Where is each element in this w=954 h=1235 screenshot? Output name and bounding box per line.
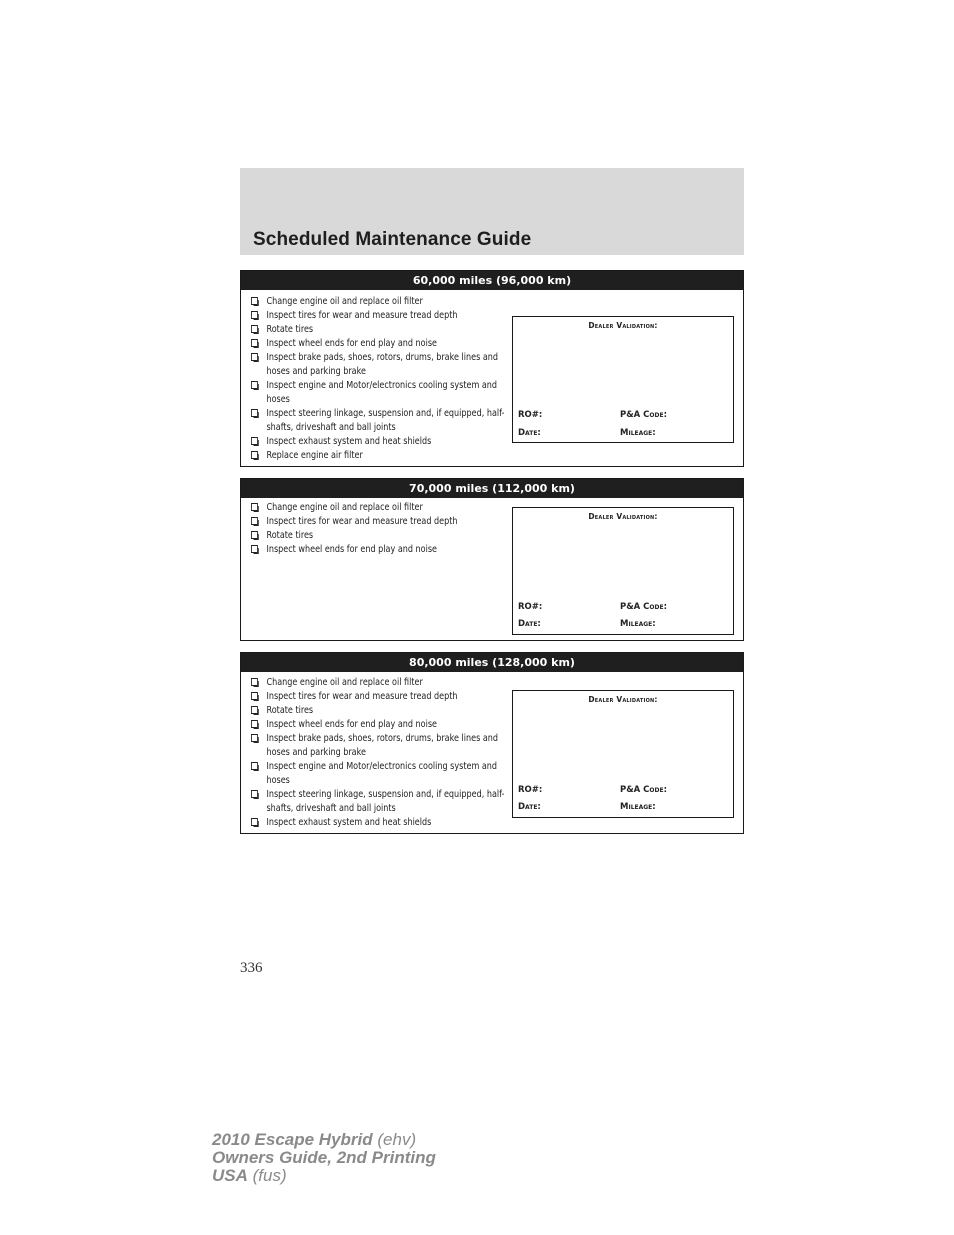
ro-label: RO#: <box>518 602 543 612</box>
date-label: Date: <box>518 619 541 629</box>
checkbox-icon[interactable] <box>251 339 258 347</box>
mileage-label: Mileage: <box>620 802 656 812</box>
maintenance-card-80000 <box>240 652 744 834</box>
checklist-item: Inspect tires for wear and measure tread depth <box>251 515 507 529</box>
checklist-item: Inspect tires for wear and measure tread depth <box>251 309 507 323</box>
date-label: Date: <box>518 802 541 812</box>
checklist-item: Replace engine air filter <box>251 449 507 463</box>
checkbox-icon[interactable] <box>251 531 258 539</box>
checkbox-icon[interactable] <box>251 451 258 459</box>
checklist-item: Inspect brake pads, shoes, rotors, drums, brake lines and hoses and parking brake <box>251 732 507 760</box>
footer-line-2: Owners Guide, 2nd Printing <box>212 1148 436 1167</box>
checklist <box>251 295 505 463</box>
dealer-validation-box[interactable] <box>512 507 734 635</box>
footer-line-1: 2010 Escape Hybrid (ehv) <box>212 1130 417 1149</box>
checklist-item: Inspect wheel ends for end play and noise <box>251 337 507 351</box>
checklist-item: Rotate tires <box>251 704 507 718</box>
checkbox-icon[interactable] <box>251 790 258 798</box>
checkbox-icon[interactable] <box>251 409 258 417</box>
document-footer <box>212 1131 436 1185</box>
checklist-item: Inspect tires for wear and measure tread depth <box>251 690 507 704</box>
header-band <box>240 168 744 255</box>
card-heading: 60,000 miles (96,000 km) <box>241 271 743 290</box>
checkbox-icon[interactable] <box>251 503 258 511</box>
checklist-item: Inspect brake pads, shoes, rotors, drums, brake lines and hoses and parking brake <box>251 351 507 379</box>
mileage-label: Mileage: <box>620 619 656 629</box>
dealer-validation-box[interactable] <box>512 316 734 443</box>
checkbox-icon[interactable] <box>251 734 258 742</box>
page-number: 336 <box>240 960 263 976</box>
checkbox-icon[interactable] <box>251 381 258 389</box>
card-heading: 80,000 miles (128,000 km) <box>241 653 743 672</box>
checkbox-icon[interactable] <box>251 517 258 525</box>
ro-label: RO#: <box>518 410 543 420</box>
checklist-item: Change engine oil and replace oil filter <box>251 501 507 515</box>
mileage-label: Mileage: <box>620 428 656 438</box>
maintenance-card-60000 <box>240 270 744 467</box>
checklist <box>251 501 501 557</box>
checklist-item: Inspect exhaust system and heat shields <box>251 816 507 830</box>
dealer-validation-title: Dealer Validation: <box>588 321 658 330</box>
card-heading: 70,000 miles (112,000 km) <box>241 479 743 498</box>
checklist-item: Inspect steering linkage, suspension and, if equipped, half-shafts, driveshaft and ball joints <box>251 788 507 816</box>
checkbox-icon[interactable] <box>251 437 258 445</box>
pa-code-label: P&A Code: <box>620 410 667 420</box>
checklist-item: Rotate tires <box>251 529 507 543</box>
checkbox-icon[interactable] <box>251 353 258 361</box>
dealer-validation-title: Dealer Validation: <box>588 512 658 521</box>
pa-code-label: P&A Code: <box>620 602 667 612</box>
checkbox-icon[interactable] <box>251 311 258 319</box>
ro-label: RO#: <box>518 785 543 795</box>
dealer-validation-title: Dealer Validation: <box>588 695 658 704</box>
checkbox-icon[interactable] <box>251 706 258 714</box>
checklist-item: Change engine oil and replace oil filter <box>251 676 507 690</box>
checkbox-icon[interactable] <box>251 720 258 728</box>
checkbox-icon[interactable] <box>251 325 258 333</box>
checklist-item: Rotate tires <box>251 323 507 337</box>
checklist-item: Inspect exhaust system and heat shields <box>251 435 507 449</box>
checkbox-icon[interactable] <box>251 545 258 553</box>
checklist-item: Inspect engine and Motor/electronics cooling system and hoses <box>251 379 507 407</box>
checklist <box>251 676 505 830</box>
checklist-item: Inspect wheel ends for end play and noise <box>251 718 507 732</box>
checklist-item: Inspect wheel ends for end play and noise <box>251 543 507 557</box>
checkbox-icon[interactable] <box>251 818 258 826</box>
maintenance-card-70000 <box>240 478 744 641</box>
footer-line-3: USA (fus) <box>212 1166 287 1185</box>
pa-code-label: P&A Code: <box>620 785 667 795</box>
checkbox-icon[interactable] <box>251 692 258 700</box>
checklist-item: Change engine oil and replace oil filter <box>251 295 507 309</box>
checkbox-icon[interactable] <box>251 762 258 770</box>
checkbox-icon[interactable] <box>251 678 258 686</box>
checklist-item: Inspect steering linkage, suspension and, if equipped, half-shafts, driveshaft and ball joints <box>251 407 507 435</box>
dealer-validation-box[interactable] <box>512 690 734 818</box>
checkbox-icon[interactable] <box>251 297 258 305</box>
date-label: Date: <box>518 428 541 438</box>
checklist-item: Inspect engine and Motor/electronics cooling system and hoses <box>251 760 507 788</box>
page-title: Scheduled Maintenance Guide <box>253 229 532 250</box>
